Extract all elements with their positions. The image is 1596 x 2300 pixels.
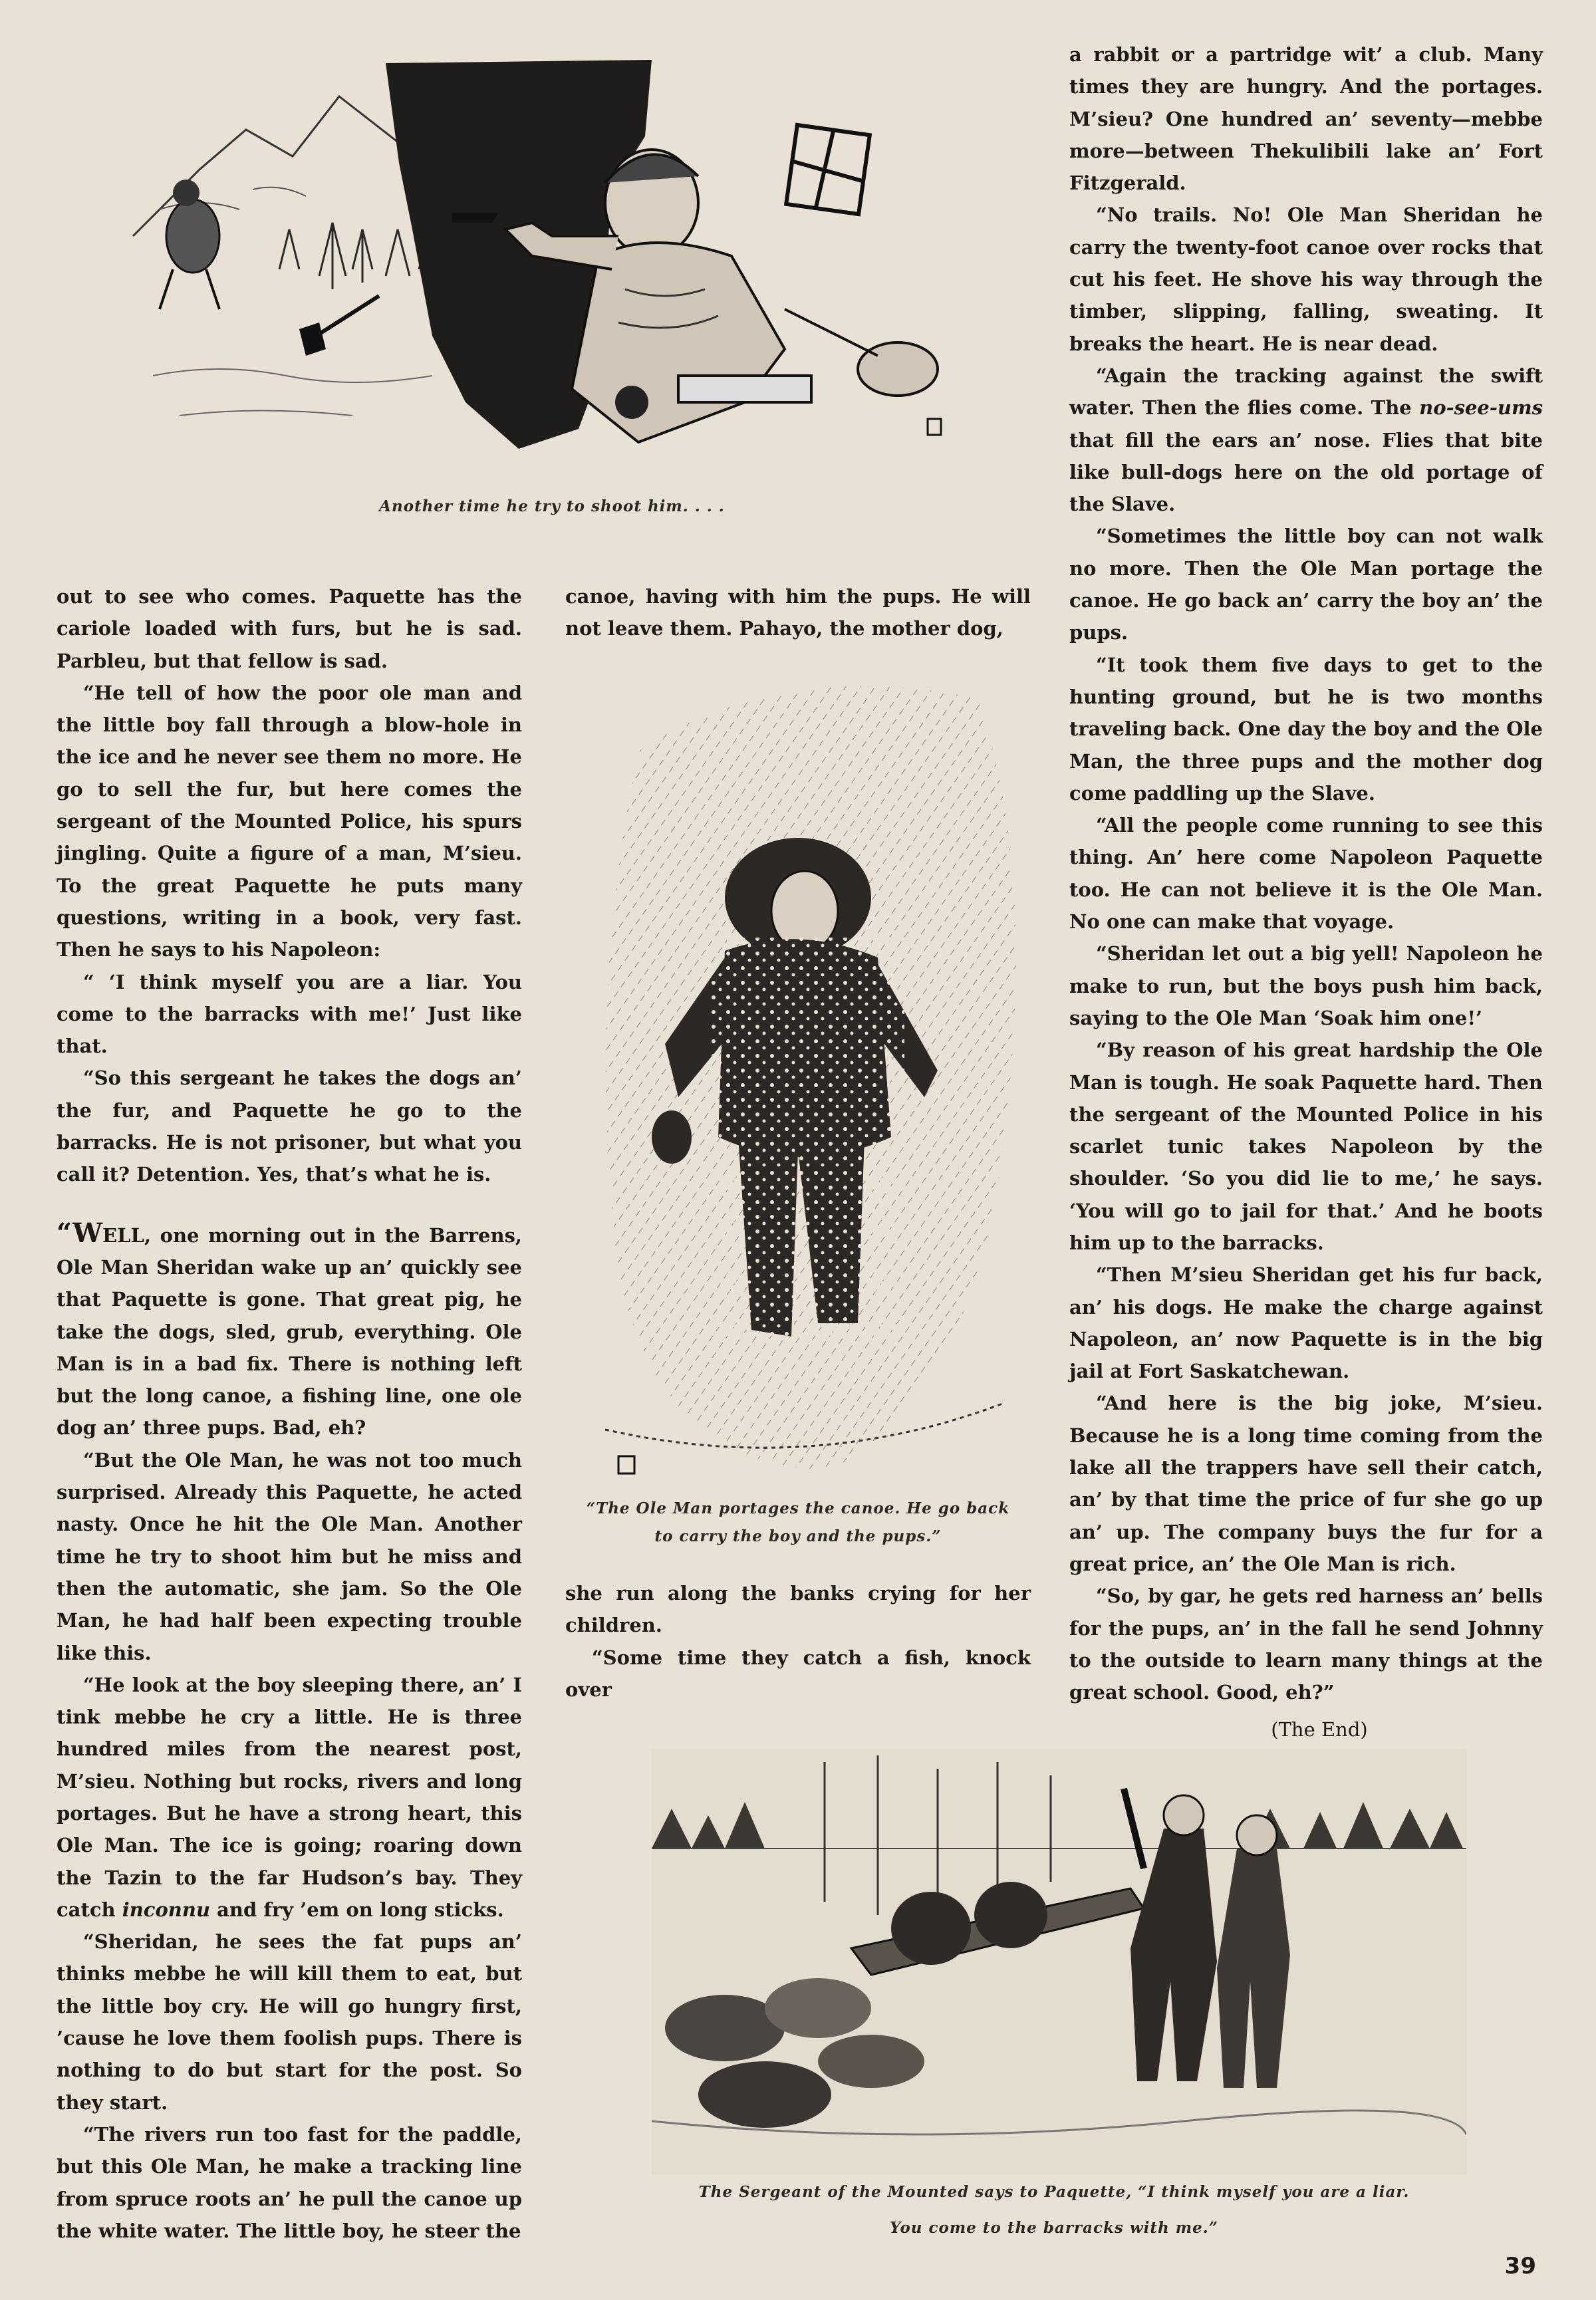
paragraph: “By reason of his great hardship the Ole Man is tough. He soak Paquette hard. Then the sergeant of the Mounted Police in his scarlet tunic takes Napoleon by the shoulder. ‘So you did lie to me,’ he says. ‘You will go to jail for that.’ And he boots him up to the barracks. xyxy=(1069,1039,1543,1254)
paragraph: “Then M’sieu Sheridan get his fur back, an’ his dogs. He make the charge against Napoleon, an’ now Paquette is in the big jail at Fort Saskatchewan. xyxy=(1069,1263,1543,1383)
paragraph: “Sometimes the little boy can not walk no more. Then the Ole Man portage the canoe. He go back an’ carry the boy an’ the pups. xyxy=(1069,525,1543,644)
paragraph: “So this sergeant he takes the dogs an’ the fur, and Paquette he go to the barracks. He is not prisoner, but what you call it? Detention. Yes, that’s what he is. xyxy=(57,1067,522,1186)
paragraph: “So, by gar, he gets red harness an’ bells for the pups, an’ in the fall he send Johnny to the outside to learn many things at the great school. Good, eh?” xyxy=(1069,1585,1543,1704)
caption-bottom xyxy=(638,2174,1470,2246)
sergeant-and-dog-sled-illustration-icon xyxy=(652,1749,1466,2174)
paragraph: “Sheridan let out a big yell! Napoleon he make to run, but the boys push him back, saying to the Ole Man ‘Soak him one!’ xyxy=(1069,942,1543,1029)
page-number: 39 xyxy=(1504,2253,1536,2279)
paragraph-text: “He look at the boy sleeping there, an’ I tink mebbe he cry a little. He is three hundred miles from the nearest post, M’sieu. Nothing but rocks, rivers and long portages. But he have a strong heart, this Ole Man. The ice is going; roaring down the Tazin to the far Hudson’s bay. They catch xyxy=(57,1673,522,1921)
paragraph: “Sheridan, he sees the fat pups an’ thinks mebbe he will kill them to eat, but the little boy cry. He will go hungry first, ’cause he love them foolish pups. There is nothing to do but start for the post. So they start. xyxy=(57,1930,522,2114)
paragraph: “It took them five days to get to the hunting ground, but he is two months traveling back. One day the boy and the Ole Man, the three pups and the mother dog come paddling up the Slave. xyxy=(1069,653,1543,805)
caption-middle xyxy=(555,1495,1041,1551)
caption-line: The Sergeant of the Mounted says to Paquette, “I think myself you are a liar. xyxy=(698,2183,1410,2201)
trapper-shooting-illustration-icon xyxy=(120,57,958,455)
paragraph-text: that fill the ears an’ nose. Flies that bite like bull-dogs here on the old portage of the Slave. xyxy=(1069,428,1543,516)
paragraph-text: and fry ’em on long sticks. xyxy=(210,1898,504,1921)
caption-line: “The Ole Man portages the canoe. He go back xyxy=(586,1499,1010,1517)
paragraph: “Some time they catch a fish, knock over xyxy=(565,1646,1031,1701)
section-paragraph xyxy=(57,1217,522,1444)
caption-line: You come to the barracks with me.” xyxy=(890,2219,1218,2237)
left-column xyxy=(57,580,522,2247)
illustration-bottom xyxy=(652,1749,1466,2174)
middle-column-bottom xyxy=(565,1577,1031,1706)
drop-cap-rest: ELL xyxy=(102,1223,144,1247)
illustration-middle xyxy=(579,672,1031,1483)
illustration-top xyxy=(120,57,958,455)
paragraph-text: , one morning out in the Barrens, Ole Man Sheridan wake up an’ quickly see that Paquette is gone. That great pig, he take the dogs, sled, grub, everything. Ole Man is in a bad fix. There is nothing left but the long canoe, a fishing line, one ole dog an’ three pups. Bad, eh? xyxy=(57,1223,522,1440)
paragraph: “All the people come running to see this thing. An’ here come Napoleon Paquette too. He can not believe it is the Ole Man. No one can make that voyage. xyxy=(1069,814,1543,934)
paragraph: “The rivers run too fast for the paddle, but this Ole Man, he make a tracking line from spruce roots an’ he pull the canoe up the white water. The little boy, he steer the xyxy=(57,2122,522,2242)
right-column xyxy=(1069,39,1543,1746)
paragraph: “ ‘I think myself you are a liar. You come to the barracks with me!’ Just like that. xyxy=(57,970,522,1058)
paragraph: a rabbit or a partridge wit’ a club. Many times they are hungry. And the portages. M’sieu? One hundred an’ seventy—mebbe more—between Thekulibili lake an’ Fort Fitzgerald. xyxy=(1069,43,1543,195)
emphasis: no-see-ums xyxy=(1419,396,1543,420)
paragraph: out to see who comes. Paquette has the cariole loaded with furs, but he is sad. Parbleu, but that fellow is sad. xyxy=(57,585,522,672)
paragraph: “And here is the big joke, M’sieu. Because he is a long time coming from the lake all the trappers have sell their catch, an’ by that time the price of fur she go up an’ up. The company buys the fur for a great price, an’ the Ole Man is rich. xyxy=(1069,1392,1543,1575)
paragraph: canoe, having with him the pups. He will not leave them. Pahayo, the mother dog, xyxy=(565,585,1031,640)
caption-line: to carry the boy and the pups.” xyxy=(654,1527,942,1545)
middle-column-top xyxy=(565,580,1031,645)
paragraph xyxy=(57,1669,522,1926)
the-end: (The End) xyxy=(1271,1718,1368,1741)
paragraph: she run along the banks crying for her children. xyxy=(565,1582,1031,1637)
paragraph-text: “Again the tracking against the swift water. Then the flies come. The xyxy=(1069,364,1543,420)
paragraph: “He tell of how the poor ole man and the little boy fall through a blow-hole in the ice and he never see them no more. He go to sell the fur, but here comes the sergeant of the Mounted Police, his spurs jingling. Quite a figure of a man, M’sieu. To the great Paquette he puts many questions, writing in a book, very fast. Then he says to his Napoleon: xyxy=(57,681,522,961)
paragraph: “But the Ole Man, he was not too much surprised. Already this Paquette, he acted nasty. Once he hit the Ole Man. Another time he try to shoot him but he miss and then the automatic, she jam. So the Ole Man, he had half been expecting trouble like this. xyxy=(57,1448,522,1664)
man-portaging-in-snow-illustration-icon xyxy=(579,672,1031,1483)
caption-top: Another time he try to shoot him. . . . xyxy=(379,497,725,515)
emphasis: inconnu xyxy=(122,1898,211,1921)
drop-cap: “W xyxy=(57,1217,103,1249)
paragraph xyxy=(1069,360,1543,520)
paragraph: “No trails. No! Ole Man Sheridan he carry the twenty-foot canoe over rocks that cut his feet. He shove his way through the timber, slipping, falling, sweating. It breaks the heart. He is near dead. xyxy=(1069,203,1543,355)
